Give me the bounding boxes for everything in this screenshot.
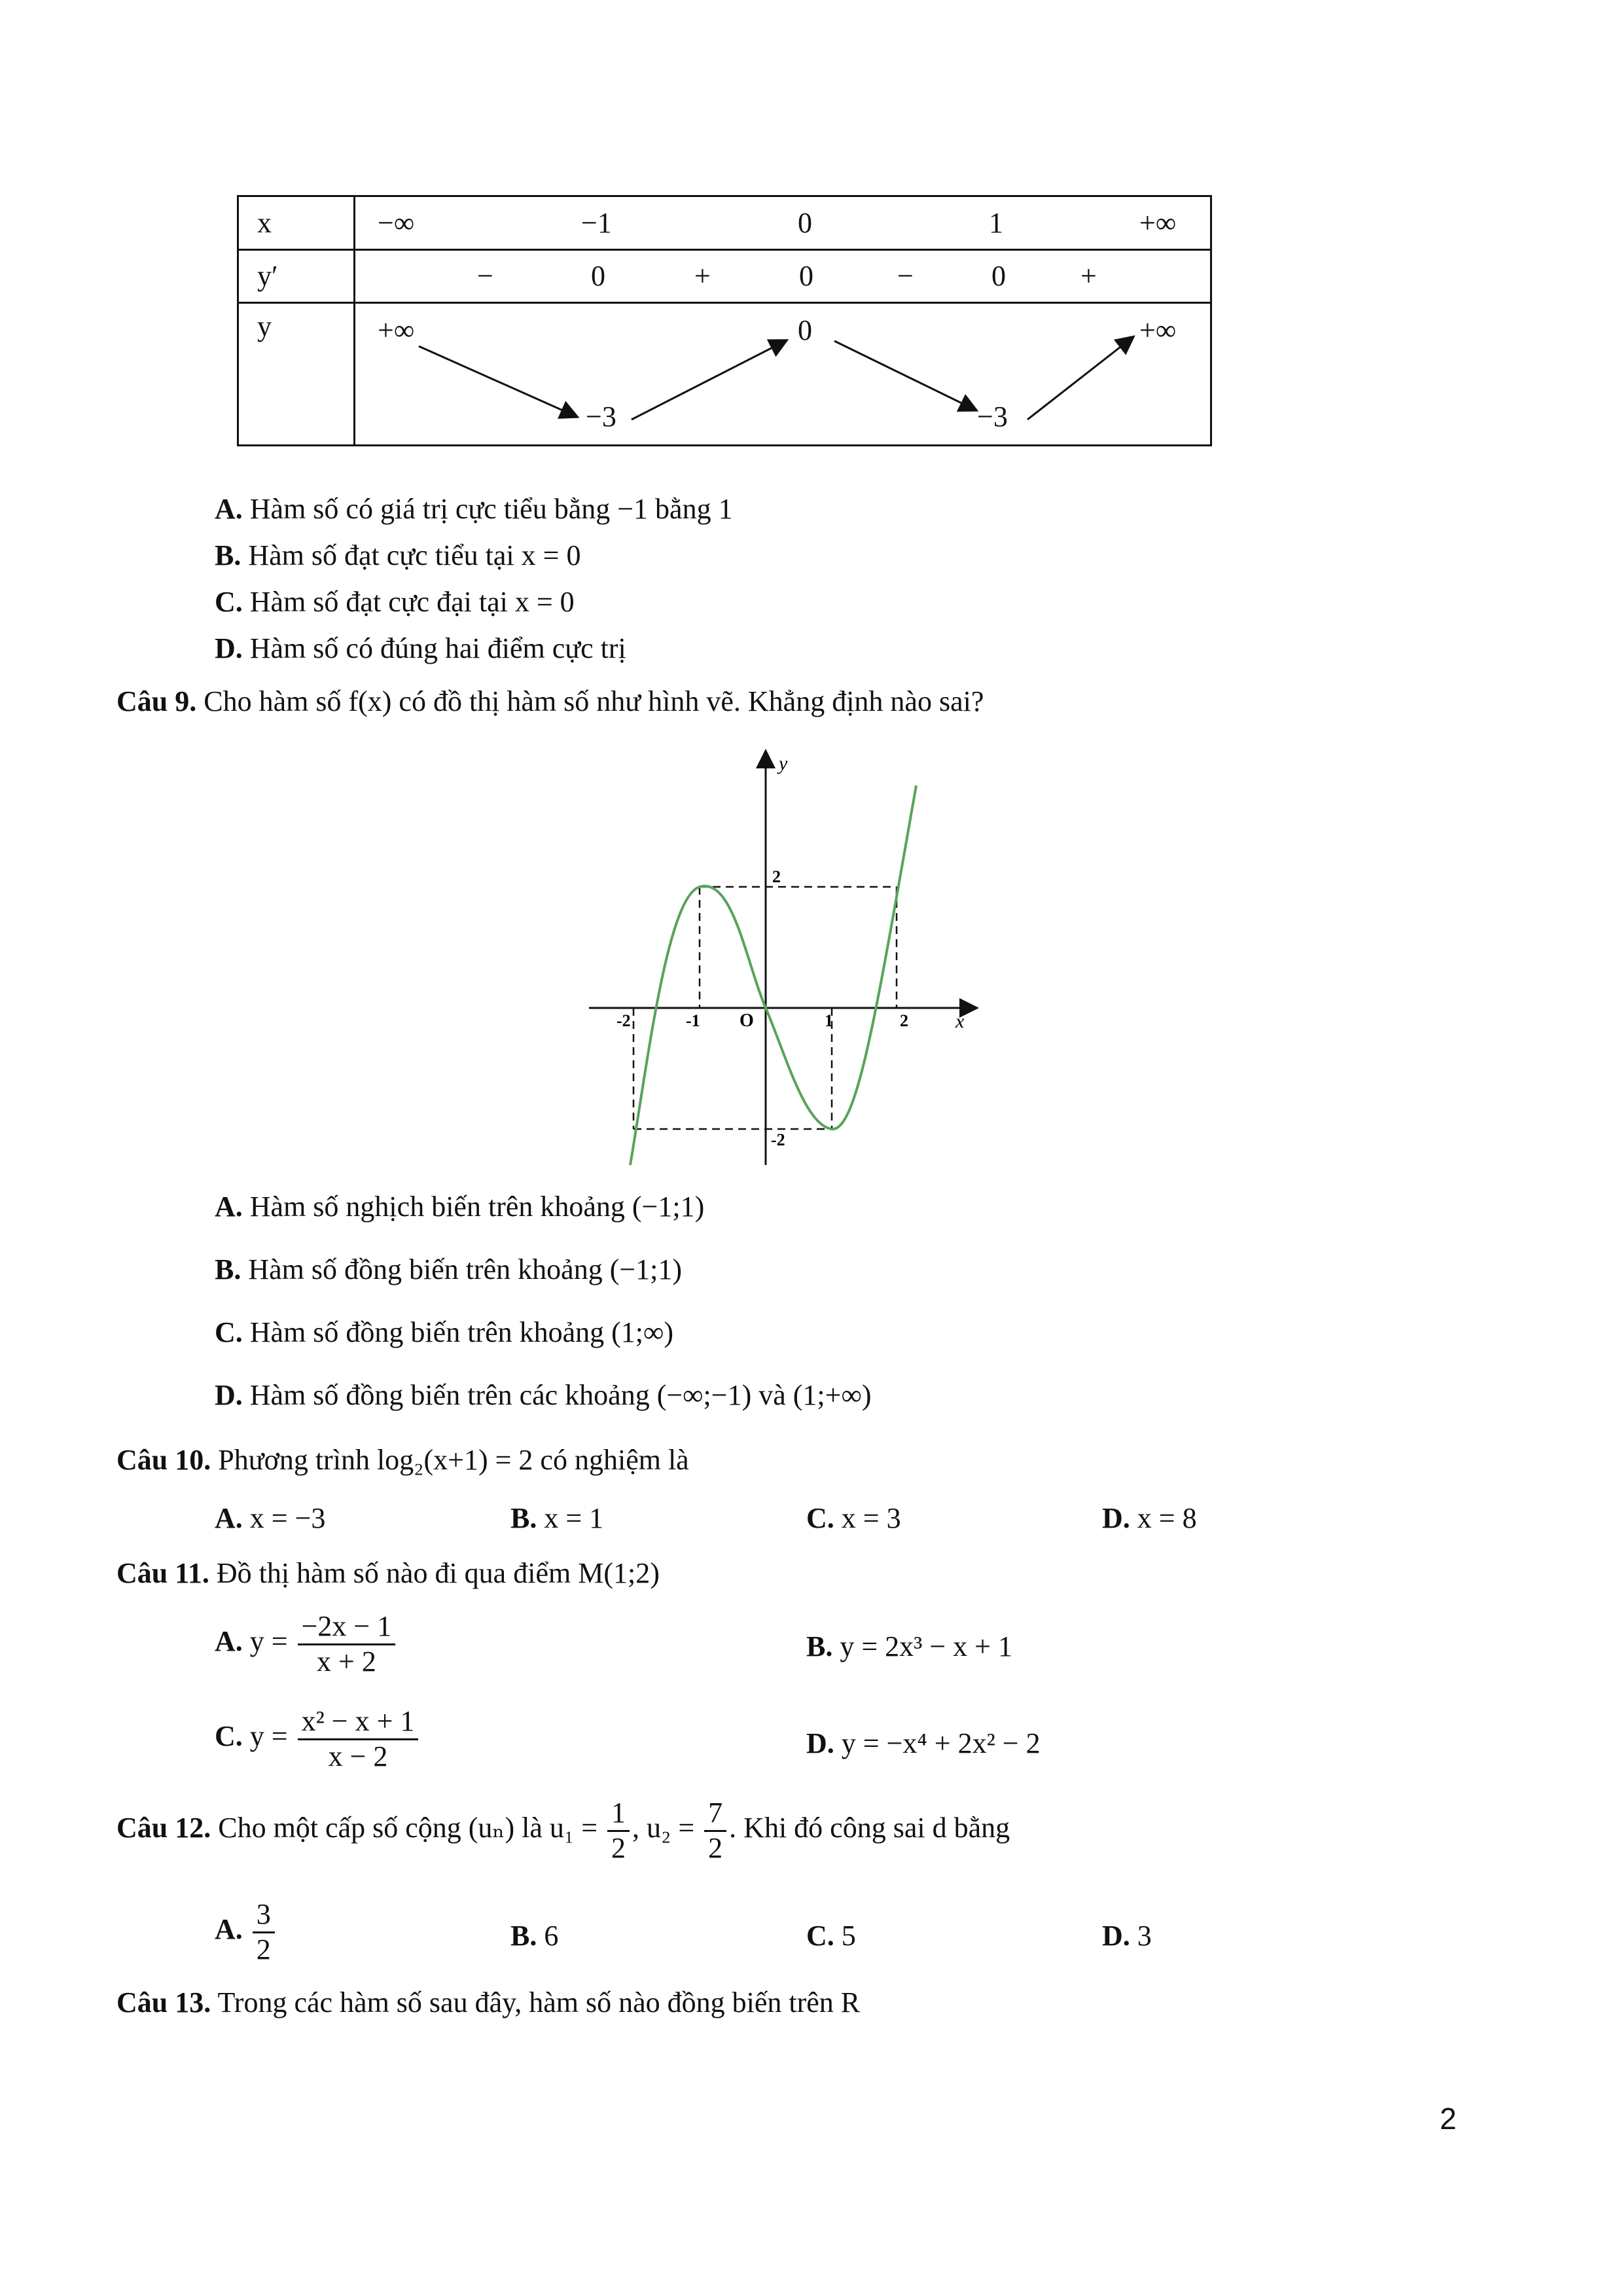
question-12: Câu 12. Cho một cấp số cộng (uₙ) là u₁ = $\frac{1}{2}$ , u₂ = $\frac{7}{2}$ . Khi đó công sai d bằng (116, 1797, 1010, 1864)
fraction: $\frac{\text{x² − x + 1}}{x - 2}$ (298, 1705, 419, 1773)
x-value: 0 (798, 207, 812, 239)
q10-option-c: C. x = 3 (806, 1502, 901, 1534)
tick-label: -2 (771, 1130, 785, 1149)
fraction: $\frac{7}{2}$ (704, 1797, 726, 1865)
yprime-sign: 0 (591, 260, 605, 292)
x-value: −1 (581, 207, 612, 239)
y-row-label: y (257, 310, 272, 342)
y-value: −3 (586, 401, 616, 433)
decrease-arrow (834, 341, 975, 410)
q9-option-d: D. Hàm số đồng biến trên các khoảng (−∞;−1) và (1;+∞) (215, 1379, 872, 1411)
x-value: +∞ (1139, 207, 1177, 239)
y-axis-label: y (779, 753, 788, 774)
q8-option-c: C. Hàm số đạt cực đại tại x = 0 (215, 586, 575, 618)
yprime-row-label: y′ (257, 260, 278, 292)
yprime-sign: − (897, 260, 914, 292)
y-value: +∞ (378, 314, 415, 346)
variation-table (237, 195, 1212, 446)
q12-option-b: B. 6 (510, 1920, 559, 1952)
q11-option-a: A. y = $\frac{-2x - 1}{x + 2}$ (215, 1610, 398, 1678)
fraction: $\frac{-2x - 1}{x + 2}$ (298, 1610, 396, 1678)
decrease-arrow (419, 346, 576, 416)
question-11: Câu 11. Đồ thị hàm số nào đi qua điểm M(1;2) (116, 1557, 660, 1589)
y-value: −3 (977, 401, 1008, 433)
tick-label: 2 (900, 1011, 908, 1030)
yprime-sign: 0 (991, 260, 1006, 292)
q12-option-d: D. 3 (1102, 1920, 1152, 1952)
tick-label: -1 (686, 1011, 700, 1030)
function-graph (576, 746, 982, 1172)
yprime-sign: + (1080, 260, 1097, 292)
q10-option-a: A. x = −3 (215, 1502, 326, 1534)
q8-option-a: A. Hàm số có giá trị cực tiểu bằng −1 bằng 1 (215, 493, 733, 525)
x-row-label: x (257, 207, 272, 239)
y-value: +∞ (1139, 314, 1177, 346)
tick-label: -2 (616, 1011, 631, 1030)
tick-label: 2 (772, 867, 781, 886)
q8-option-b: B. Hàm số đạt cực tiểu tại x = 0 (215, 539, 581, 571)
increase-arrow (1027, 338, 1132, 420)
page-number: 2 (1440, 2102, 1457, 2136)
x-axis-label: x (955, 1011, 965, 1032)
q11-option-c: C. y = $\frac{\text{x² − x + 1}}{x - 2}$ (215, 1705, 421, 1773)
q11-option-d: D. y = −x⁴ + 2x² − 2 (806, 1727, 1041, 1759)
question-13: Câu 13. Trong các hàm số sau đây, hàm số nào đồng biến trên R (116, 1986, 861, 2018)
question-9: Câu 9. Cho hàm số f(x) có đồ thị hàm số như hình vẽ. Khẳng định nào sai? (116, 685, 984, 717)
yprime-sign: + (694, 260, 711, 292)
q12-option-c: C. 5 (806, 1920, 856, 1952)
y-value: 0 (798, 314, 812, 346)
q10-option-d: D. x = 8 (1102, 1502, 1197, 1534)
yprime-sign: − (477, 260, 493, 292)
q9-option-b: B. Hàm số đồng biến trên khoảng (−1;1) (215, 1253, 683, 1285)
q9-option-c: C. Hàm số đồng biến trên khoảng (1;∞) (215, 1316, 674, 1348)
yprime-sign: 0 (799, 260, 813, 292)
q12-option-a: A. $\frac{3}{2}$ (215, 1898, 277, 1966)
increase-arrow (632, 341, 785, 420)
x-value: 1 (989, 207, 1003, 239)
origin-label: O (740, 1011, 754, 1031)
variation-arrows (239, 197, 1210, 444)
q8-option-d: D. Hàm số có đúng hai điểm cực trị (215, 632, 626, 664)
function-curve (630, 785, 916, 1165)
x-value: −∞ (378, 207, 415, 239)
fraction: $\frac{1}{2}$ (607, 1797, 630, 1865)
q9-option-a: A. Hàm số nghịch biến trên khoảng (−1;1) (215, 1191, 705, 1223)
q10-option-b: B. x = 1 (510, 1502, 604, 1534)
q11-option-b: B. y = 2x³ − x + 1 (806, 1630, 1012, 1662)
question-10: Câu 10. Phương trình log₂(x+1) = 2 có nghiệm là (116, 1444, 689, 1476)
tick-label: 1 (825, 1011, 833, 1030)
fraction: $\frac{3}{2}$ (253, 1898, 275, 1966)
